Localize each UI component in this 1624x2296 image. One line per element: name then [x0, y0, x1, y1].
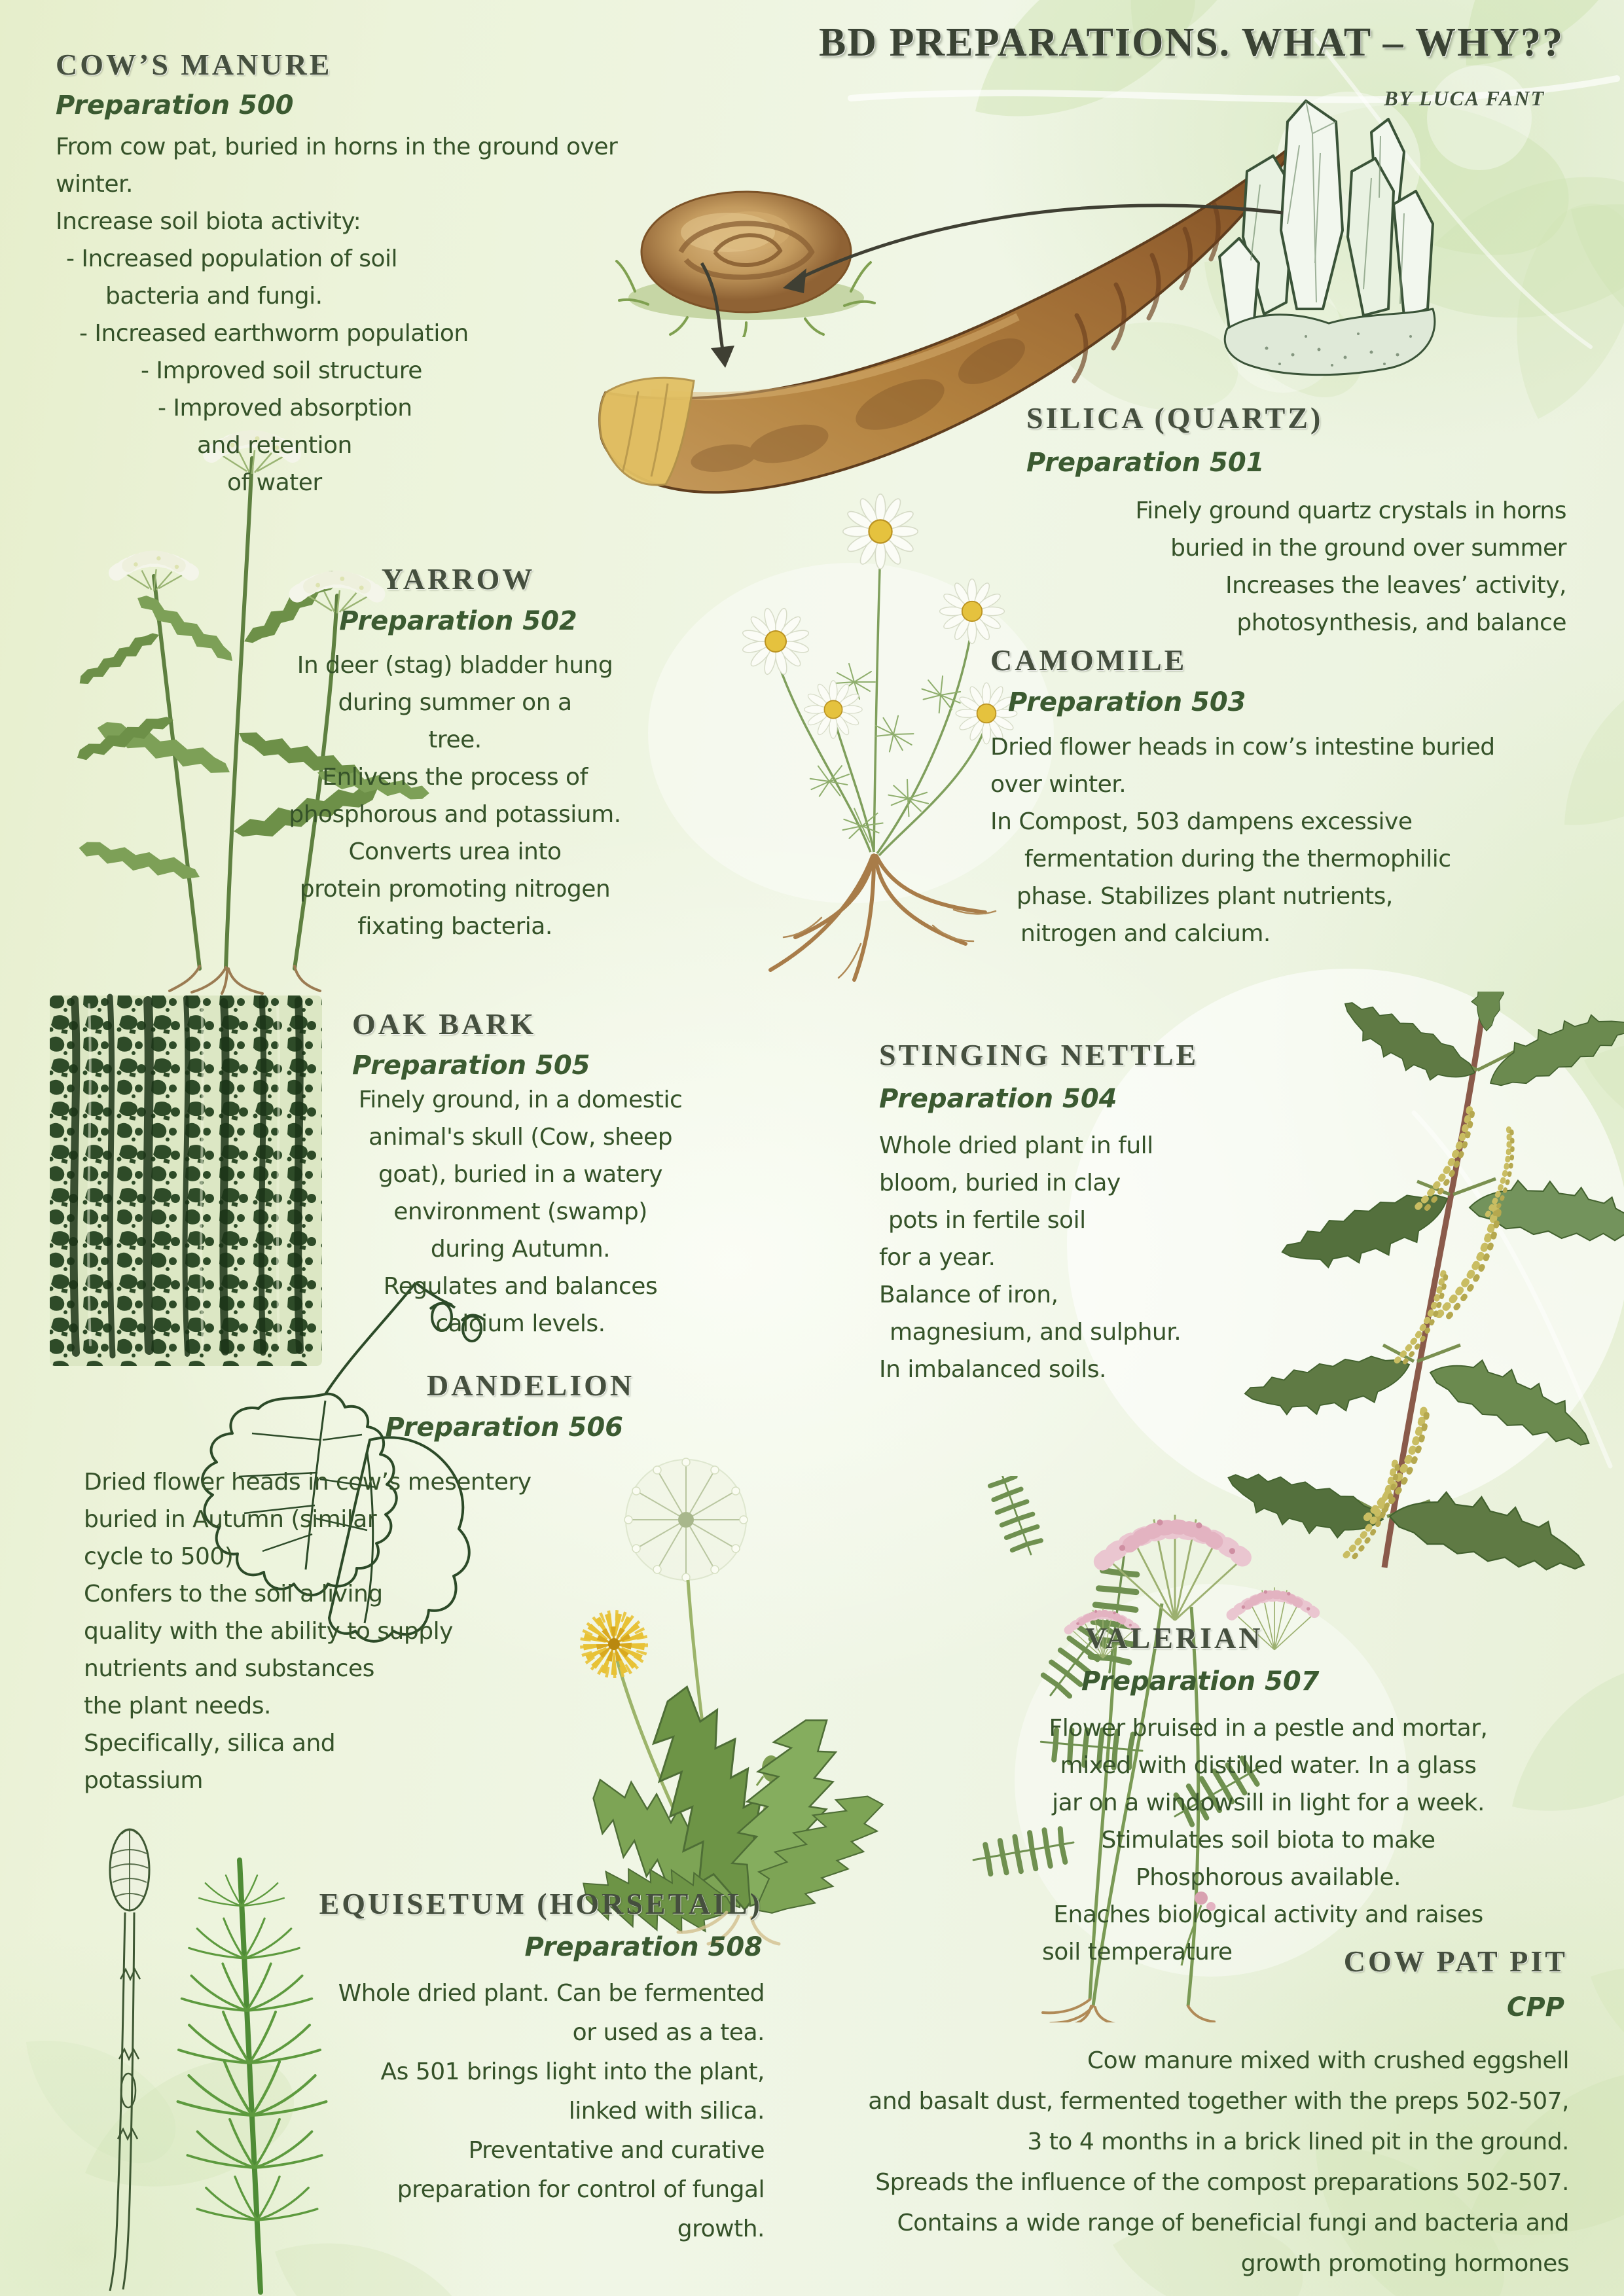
horsetail-fertile-stem: [110, 1829, 149, 2291]
text-line: Contains a wide range of beneficial fungi and bacteria and: [897, 2210, 1569, 2236]
text-line: Stimulates soil biota to make: [1101, 1827, 1435, 1854]
text-line: pots in fertile soil: [888, 1207, 1086, 1234]
page-title: BD PREPARATIONS. WHAT – WHY??: [819, 20, 1564, 65]
text-line: Cow manure mixed with crushed eggshell: [1087, 2047, 1569, 2074]
text-line: Spreads the influence of the compost preparations 502-507.: [875, 2169, 1569, 2196]
text-line: 3 to 4 months in a brick lined pit in the ground.: [1027, 2128, 1569, 2155]
text-line: In Compost, 503 dampens excessive: [990, 808, 1413, 835]
section-body: [879, 1127, 1403, 1388]
text-line: animal's skull (Cow, sheep: [368, 1124, 673, 1151]
text-line: fermentation during the thermophilic: [1024, 846, 1451, 872]
text-line: Finely ground, in a domestic: [358, 1086, 683, 1113]
text-line: Phosphorous available.: [1136, 1864, 1401, 1891]
text-line: for a year.: [879, 1244, 996, 1271]
section-body: [308, 1081, 733, 1342]
section-body: [969, 1710, 1568, 1971]
text-line: Specifically, silica and: [84, 1730, 336, 1757]
quartz-crystals-illustration: [1208, 93, 1451, 389]
preparation-label: CPP: [1507, 1992, 1564, 2022]
text-line: nutrients and substances: [84, 1655, 374, 1682]
text-line: Whole dried plant. Can be fermented: [338, 1980, 765, 2007]
text-line: Converts urea into: [348, 838, 562, 865]
text-line: photosynthesis, and balance: [1236, 609, 1566, 636]
text-line: environment (swamp): [393, 1198, 647, 1225]
text-line: the plant needs.: [84, 1693, 271, 1719]
text-line: preparation for control of fungal: [397, 2176, 765, 2203]
preparation-label: Preparation 500: [56, 90, 294, 120]
text-line: nitrogen and calcium.: [1020, 920, 1271, 947]
preparation-label: Preparation 501: [1026, 448, 1265, 478]
preparation-label: Preparation 505: [352, 1050, 590, 1081]
section-body: [749, 2041, 1569, 2284]
text-line: Balance of iron,: [879, 1282, 1058, 1308]
text-line: during Autumn.: [430, 1236, 611, 1263]
preparation-label: Preparation 504: [879, 1084, 1117, 1114]
text-line: over winter.: [990, 771, 1127, 798]
text-line: Enlivens the process of: [322, 764, 588, 791]
text-line: quality with the ability to supply: [84, 1618, 453, 1645]
text-line: goat), buried in a watery: [378, 1161, 663, 1188]
text-line: or used as a tea.: [572, 2019, 765, 2046]
text-line: Increase soil biota activity:: [56, 208, 361, 235]
text-line: - Increased population of soil: [66, 245, 398, 272]
preparation-label: Preparation 508: [524, 1932, 763, 1962]
text-line: As 501 brings light into the plant,: [380, 2058, 765, 2085]
section-body: [84, 1463, 712, 1799]
section-body: [990, 728, 1612, 952]
text-line: fixating bacteria.: [357, 913, 552, 940]
text-line: jar on a windowsill in light for a week.: [1052, 1789, 1485, 1816]
section-heading: YARROW: [381, 562, 535, 596]
text-line: protein promoting nitrogen: [299, 876, 611, 903]
text-line: From cow pat, buried in horns in the ground over: [56, 134, 618, 160]
text-line: calcium levels.: [435, 1310, 605, 1337]
preparation-label: Preparation 507: [1081, 1666, 1320, 1696]
text-line: winter.: [56, 171, 133, 198]
text-line: linked with silica.: [568, 2098, 765, 2125]
text-line: soil temperature: [1042, 1939, 1233, 1965]
section-body: [154, 647, 756, 945]
text-line: phosphorous and potassium.: [289, 801, 621, 828]
text-line: Preventative and curative: [468, 2137, 765, 2164]
text-line: Enaches biological activity and raises: [1053, 1901, 1483, 1928]
text-line: Whole dried plant in full: [879, 1132, 1153, 1159]
text-line: - Increased earthworm population: [79, 320, 469, 347]
text-line: - Improved absorption: [158, 395, 412, 422]
text-line: tree.: [428, 726, 482, 753]
text-line: Finely ground quartz crystals in horns: [1135, 497, 1566, 524]
section-heading: STINGING NETTLE: [879, 1038, 1199, 1071]
section-body: [56, 128, 619, 501]
text-line: and retention: [197, 432, 352, 459]
text-line: and basalt dust, fermented together with the preps 502-507,: [868, 2088, 1569, 2115]
text-line: during summer on a: [338, 689, 572, 716]
section-heading: COW PAT PIT: [1343, 1945, 1568, 1978]
preparation-label: Preparation 503: [1008, 687, 1246, 717]
text-line: bacteria and fungi.: [105, 283, 323, 310]
text-line: cycle to 500): [84, 1543, 234, 1570]
section-heading: CAMOMILE: [990, 643, 1187, 677]
byline: BY LUCA FANT: [1384, 86, 1545, 110]
text-line: growth.: [677, 2215, 765, 2242]
text-line: growth promoting hormones: [1240, 2250, 1569, 2277]
text-line: Increases the leaves’ activity,: [1225, 572, 1566, 599]
section-heading: EQUISETUM (HORSETAIL): [319, 1887, 763, 1920]
section-heading: VALERIAN: [1085, 1621, 1263, 1655]
section-heading: DANDELION: [427, 1369, 635, 1402]
text-line: Flower bruised in a pestle and mortar,: [1049, 1715, 1488, 1742]
section-heading: SILICA (QUARTZ): [1026, 401, 1324, 435]
section-body: [1011, 492, 1566, 641]
text-line: In deer (stag) bladder hung: [297, 652, 613, 679]
text-line: Dried flower heads in cow’s mesentery: [84, 1469, 532, 1496]
text-line: Dried flower heads in cow’s intestine buried: [990, 734, 1495, 761]
text-line: phase. Stabilizes plant nutrients,: [1017, 883, 1393, 910]
text-line: mixed with distilled water. In a glass: [1060, 1752, 1477, 1779]
section-heading: OAK BARK: [352, 1007, 537, 1041]
text-line: In imbalanced soils.: [879, 1356, 1106, 1383]
text-line: of water: [227, 469, 322, 496]
text-line: - Improved soil structure: [141, 357, 422, 384]
text-line: bloom, buried in clay: [879, 1170, 1121, 1196]
text-line: buried in the ground over summer: [1170, 535, 1566, 562]
text-line: Regulates and balances: [383, 1273, 658, 1300]
section-heading: COW’S MANURE: [56, 48, 333, 81]
text-line: potassium: [84, 1767, 203, 1794]
preparation-label: Preparation 506: [385, 1412, 623, 1443]
text-line: magnesium, and sulphur.: [890, 1319, 1182, 1346]
text-line: Confers to the soil a living: [84, 1581, 383, 1607]
preparation-label: Preparation 502: [339, 606, 577, 636]
section-body: [275, 1974, 765, 2249]
text-line: buried in Autumn (similar: [84, 1506, 377, 1533]
